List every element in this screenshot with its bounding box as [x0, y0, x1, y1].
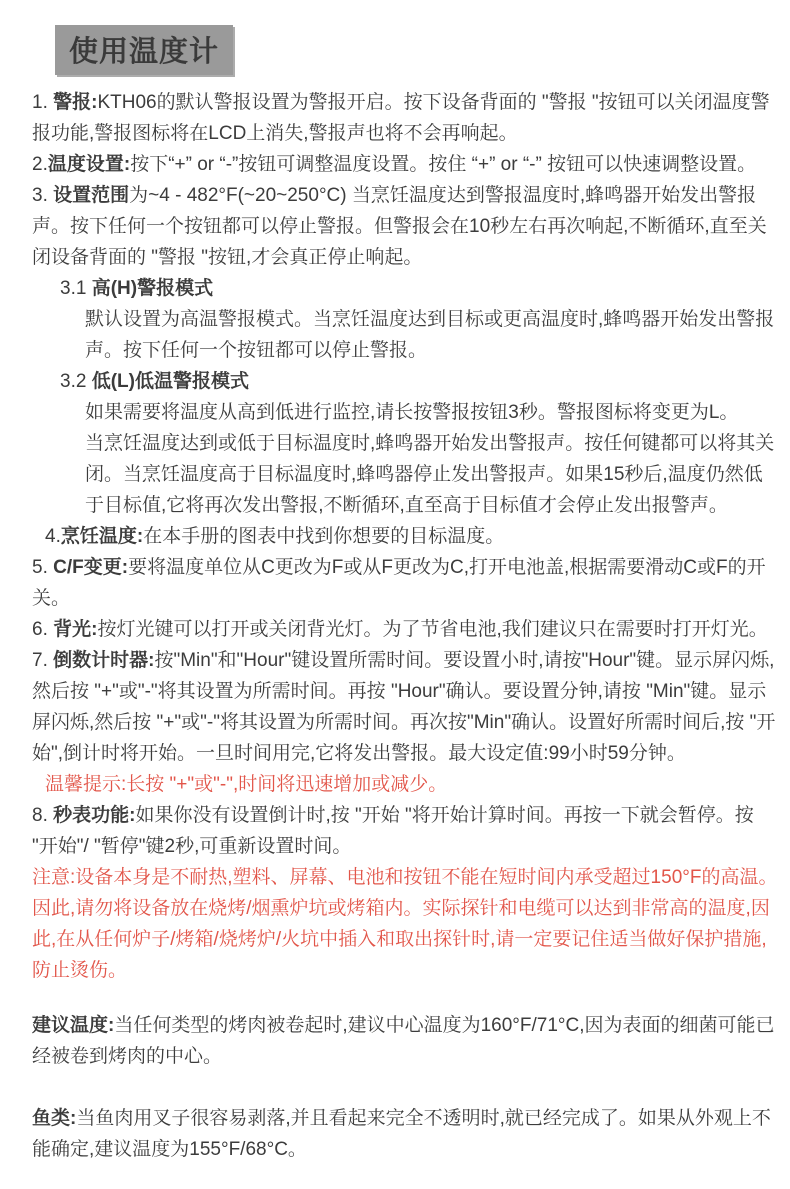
text-segment: 1. — [32, 92, 54, 113]
warning-note — [32, 862, 778, 986]
text-segment: KTH06的默认警报设置为警报开启。按下设备背面的 "警报 "按钮可以关闭温度警报功能,警报图标将在LCD上消失,警报声也将不会再响起。 — [32, 92, 770, 144]
para-2-temp-setting — [32, 149, 778, 180]
bold-label: 警报: — [53, 92, 98, 113]
text-segment: 按"Min"和"Hour"键设置所需时间。要设置小时,请按"Hour"键。显示屏闪烁,然后按 "+"或"-"将其设置为所需时间。再按 "Hour"确认。要设置分钟,请按 "Min"键。显示屏闪烁,然后按 "+"或"-"将其设置为所需时间。再次按"Min"确认。设置好所需时间后,按 "开始",倒计时将开始。一旦时间用完,它将发出警报。最大设定值:99小时59分钟。 — [32, 650, 776, 764]
bold-label: 设置范围 — [53, 185, 130, 206]
para-suggest-temp — [32, 1010, 778, 1072]
para-3-1-body — [32, 304, 778, 366]
para-fish — [32, 1103, 778, 1165]
text-segment: 2. — [32, 154, 48, 175]
para-3-range — [32, 180, 778, 273]
bold-label: C/F变更: — [53, 557, 129, 578]
bold-label: 温度设置: — [47, 154, 131, 175]
tip-countdown — [32, 769, 778, 800]
text-segment: 默认设置为高温警报模式。当烹饪温度达到目标或更高温度时,蜂鸣器开始发出警报声。按下任何一个按钮都可以停止警报。 — [85, 309, 775, 361]
title-banner — [32, 25, 778, 75]
text-segment: 按灯光键可以打开或关闭背光灯。为了节省电池,我们建议只在需要时打开灯光。 — [97, 619, 768, 640]
bold-label: 低(L)低温警报模式 — [91, 371, 249, 392]
text-segment: 3. — [32, 185, 54, 206]
text-segment: 如果你没有设置倒计时,按 "开始 "将开始计算时间。再按一下就会暂停。按 "开始"/ "暂停"键2秒,可重新设置时间。 — [32, 805, 754, 857]
para-6-backlight — [32, 614, 778, 645]
para-3-2-body-2 — [32, 428, 778, 521]
bold-label: 秒表功能: — [53, 805, 136, 826]
text-segment: 按下“+” or “-”按钮可调整温度设置。按住 “+” or “-” 按钮可以快速调整设置。 — [130, 154, 757, 175]
bold-label: 背光: — [53, 619, 98, 640]
text-segment: 3.2 — [60, 371, 92, 392]
text-segment: 在本手册的图表中找到你想要的目标温度。 — [143, 526, 505, 547]
bold-label: 鱼类: — [32, 1108, 77, 1129]
text-segment: 为~4 - 482°F(~20~250°C) 当烹饪温度达到警报温度时,蜂鸣器开始发出警报声。按下任何一个按钮都可以停止警报。但警报会在10秒左右再次响起,不断循环,直至关闭设备背面的 "警报 "按钮,才会真正停止响起。 — [32, 185, 767, 268]
text-segment: 当烹饪温度达到或低于目标温度时,蜂鸣器开始发出警报声。按任何键都可以将其关闭。当烹饪温度高于目标温度时,蜂鸣器停止发出警报声。如果15秒后,温度仍然低于目标值,它将再次发出警报,不断循环,直至高于目标值才会停止发出报警声。 — [85, 433, 775, 516]
bold-label: 建议温度: — [32, 1015, 115, 1036]
text-segment: 当鱼肉用叉子很容易剥落,并且看起来完全不透明时,就已经完成了。如果从外观上不能确定,建议温度为155°F/68°C。 — [32, 1108, 771, 1160]
page-title: 使用温度计 — [55, 25, 233, 75]
bold-label: 烹饪温度: — [60, 526, 144, 547]
bold-label: 倒数计时器: — [53, 650, 155, 671]
text-segment: 注意:设备本身是不耐热,塑料、屏幕、电池和按钮不能在短时间内承受超过150°F的高温。因此,请勿将设备放在烧烤/烟熏炉坑或烤箱内。实际探针和电缆可以达到非常高的温度,因此,在从任何炉子/烤箱/烧烤炉/火坑中插入和取出探针时,请一定要记住适当做好保护措施,防止烫伤。 — [32, 867, 778, 981]
para-7-countdown-timer — [32, 645, 778, 769]
text-segment: 8. — [32, 805, 54, 826]
text-segment: 6. — [32, 619, 54, 640]
heading-3-2-low-alarm — [32, 366, 778, 397]
text-segment: 7. — [32, 650, 54, 671]
heading-3-1-high-alarm — [32, 273, 778, 304]
para-4-cooking-temp — [32, 521, 778, 552]
para-3-2-body-1 — [32, 397, 778, 428]
para-1-alarm — [32, 87, 778, 149]
text-segment: 如果需要将温度从高到低进行监控,请长按警报按钮3秒。警报图标将变更为L。 — [85, 402, 739, 423]
text-segment: 要将温度单位从C更改为F或从F更改为C,打开电池盖,根据需要滑动C或F的开关。 — [32, 557, 766, 609]
para-8-stopwatch — [32, 800, 778, 862]
text-segment: 4. — [45, 526, 61, 547]
text-segment: 当任何类型的烤肉被卷起时,建议中心温度为160°F/71°C,因为表面的细菌可能已经被卷到烤肉的中心。 — [32, 1015, 775, 1067]
para-5-cf-change — [32, 552, 778, 614]
text-segment: 温馨提示:长按 "+"或"-",时间将迅速增加或减少。 — [45, 774, 448, 795]
text-segment: 5. — [32, 557, 54, 578]
bold-label: 高(H)警报模式 — [91, 278, 214, 299]
text-segment: 3.1 — [60, 278, 92, 299]
